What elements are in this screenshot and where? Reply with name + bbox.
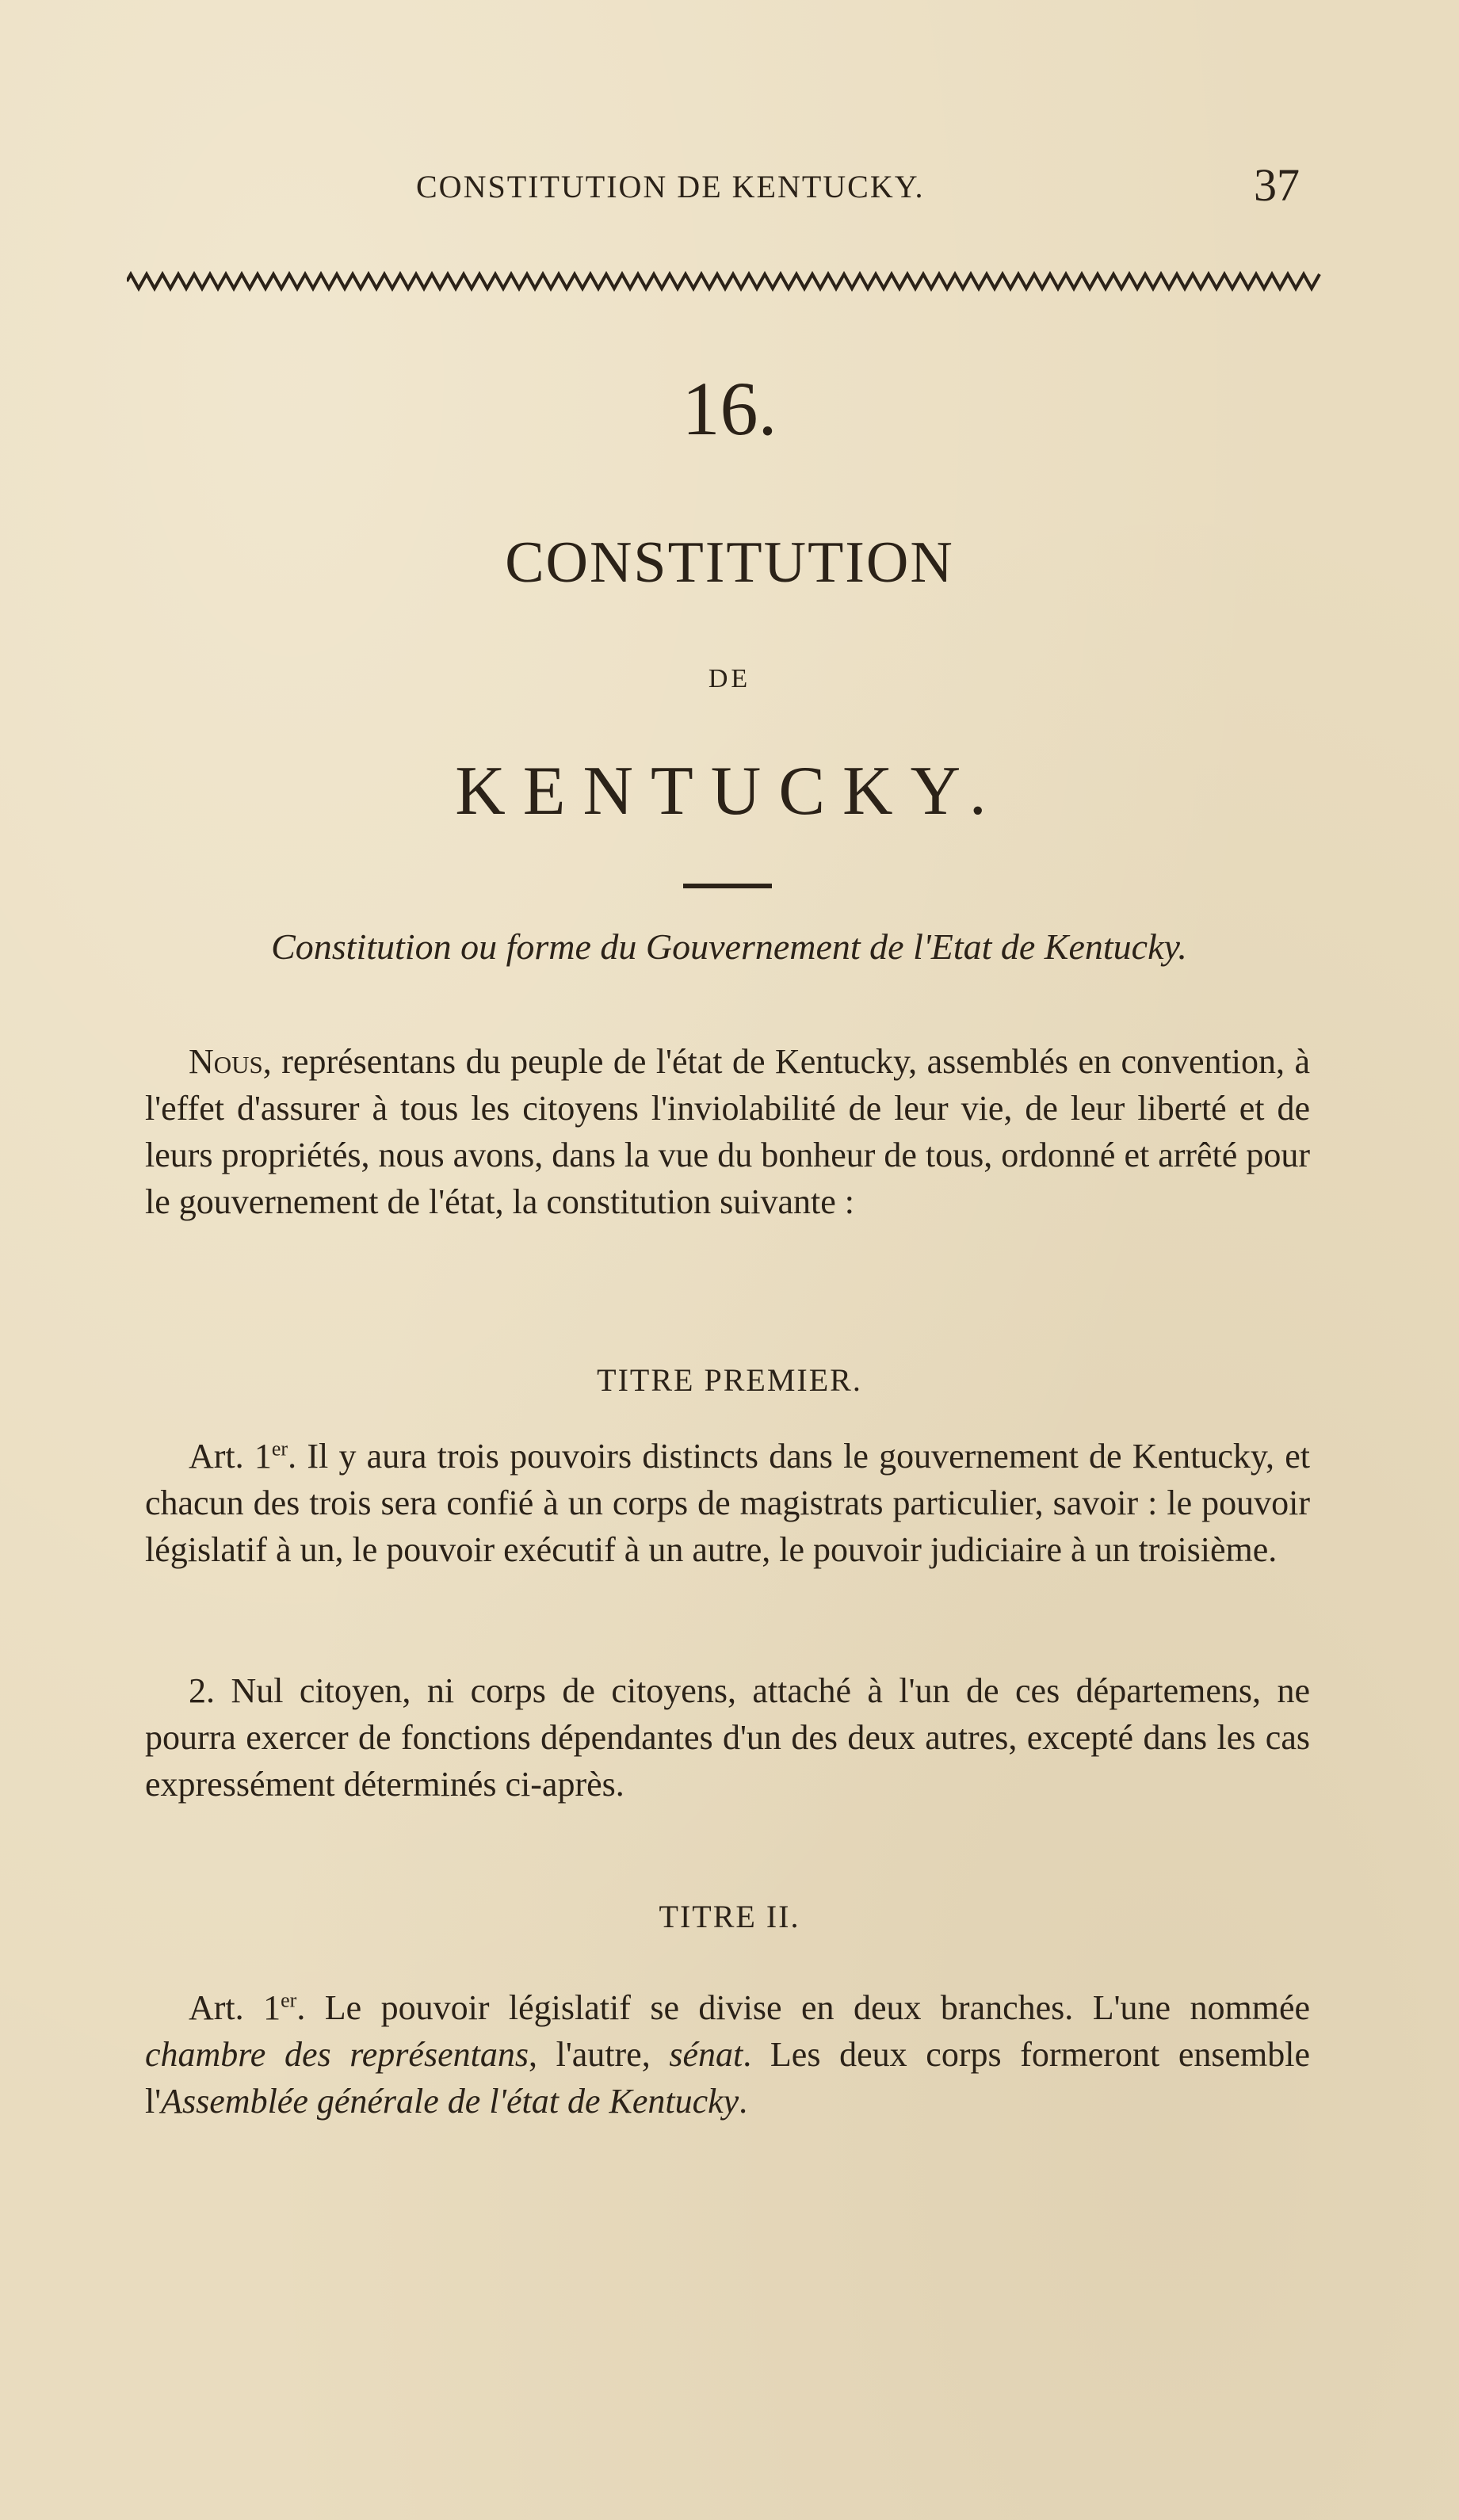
titre-premier-article-2	[145, 1667, 1310, 1808]
term-assemblee: Assemblée générale de l'état de Kentucky	[161, 2082, 739, 2121]
running-head	[143, 158, 1316, 222]
running-title: CONSTITUTION DE KENTUCKY.	[416, 169, 925, 204]
heading-kentucky: KENTUCKY.	[455, 753, 1004, 830]
article-text: . Il y aura trois pouvoirs distincts dans le gouvernement de Kentucky, et chacun des trois sera confié à un corps de magistrats particulier, savoir : le pouvoir législatif à un, le pouvoir exécutif à un autre, le pouvoir judiciaire à un troisième.	[145, 1437, 1310, 1569]
ornamental-rule	[127, 269, 1323, 293]
article-text: , l'autre,	[528, 2035, 670, 2074]
chapter-number: 16.	[682, 366, 777, 451]
article-label: Art. 1	[189, 1988, 281, 2027]
short-rule-divider	[683, 884, 772, 888]
article-superscript: er	[281, 1988, 297, 2012]
titre-premier-heading: TITRE PREMIER.	[597, 1362, 862, 1398]
preamble-paragraph	[145, 1038, 1310, 1225]
titre-premier-article-1	[145, 1433, 1310, 1573]
heading-de: DE	[708, 664, 751, 693]
heading-constitution: CONSTITUTION	[505, 530, 954, 595]
term-senat: sénat	[669, 2035, 743, 2074]
article-text: . Le pouvoir législatif se divise en deux branches. L'une nommée	[296, 1988, 1311, 2027]
titre-ii-heading: TITRE II.	[659, 1899, 800, 1934]
term-chambre: chambre des représentans	[145, 2035, 529, 2074]
page-number: 37	[1254, 159, 1300, 211]
titre-ii-article-1	[145, 1984, 1310, 2125]
article-superscript: er	[271, 1437, 288, 1460]
preamble-text: , représentans du peuple de l'état de Kentucky, assemblés en convention, à l'effet d'assurer à tous les citoyens l'inviolabilité de leur vie, de leur liberté et de leurs propriétés, nous avons, dans la vue du bonheur de tous, ordonné et arrêté pour le gouvernement de l'état, la constitution suivante :	[145, 1042, 1310, 1221]
preamble-first-word: Nous	[189, 1042, 263, 1081]
article-label: Art. 1	[189, 1437, 272, 1476]
article-text: . Les deux corps formeront ensemble l'	[145, 2035, 1310, 2121]
wavy-rule-ornament	[127, 269, 1323, 293]
article-text: 2. Nul citoyen, ni corps de citoyens, attaché à l'un de ces départemens, ne pourra exercer de fonctions dépendantes d'un des deux autres, excepté dans les cas expressément déterminés ci-après.	[145, 1671, 1310, 1804]
subtitle: Constitution ou forme du Gouvernement de l'Etat de Kentucky.	[271, 926, 1187, 967]
article-text: .	[739, 2082, 748, 2121]
